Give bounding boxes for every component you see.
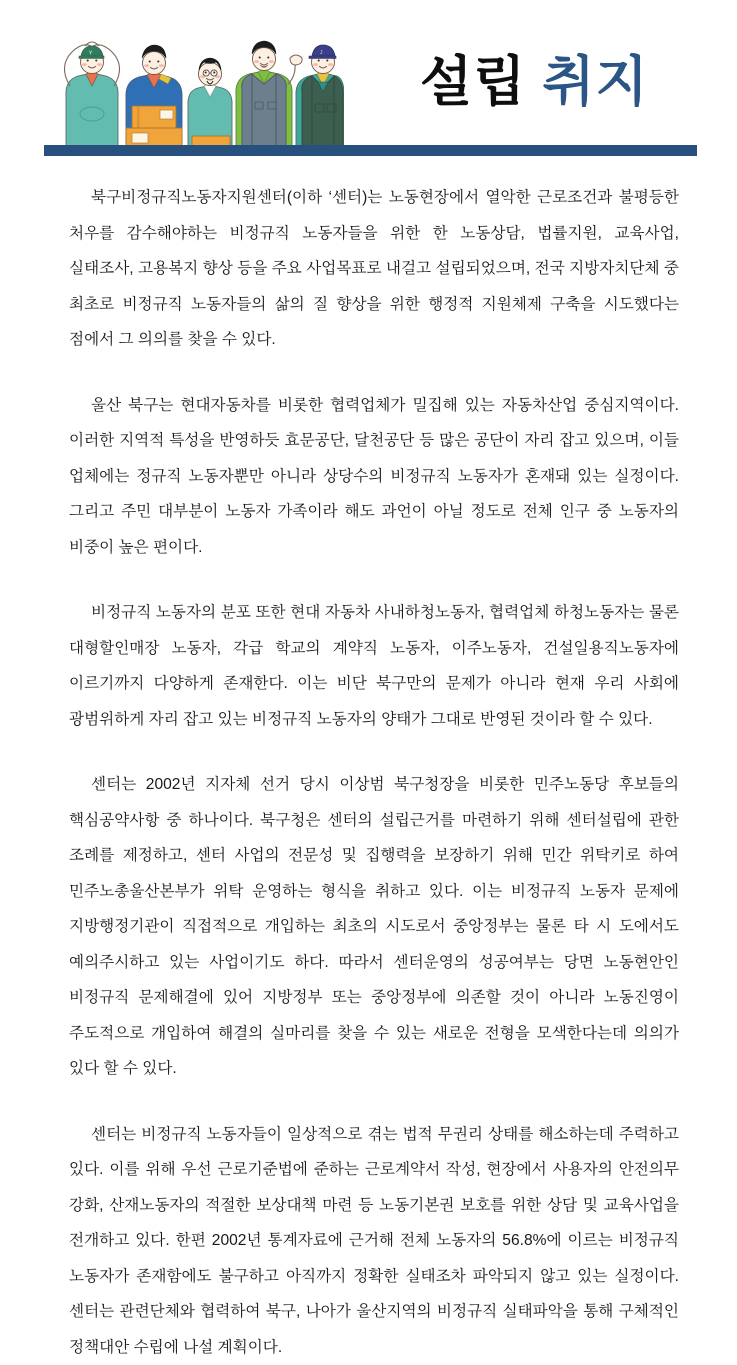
- paragraph-4: 센터는 2002년 지자체 선거 당시 이상범 북구청장을 비롯한 민주노동당 후보들의 핵심공약사항 중 하나이다. 북구청은 센터의 설립근거를 마련하기 위해 센터설립에 관한 조례를 제정하고, 센터 사업의 전문성 및 집행력을 보장하기 위해 민간 위탁키로 하여 민주노총울산본부가 위탁 운영하는 형식을 취하고 있다. 이는 비정규직 노동자 문제에 지방행정기관이 직접적으로 개입하는 최초의 시도로서 중앙정부는 물론 타 시 도에서도 예의주시하고 있는 사업이기도 하다. 따라서 센터운영의 성공여부는 당면 노동현안인 비정규직 문제해결에 있어 지방정부 또는 중앙정부에 의존할 것이 아니라 노동진영이 주도적으로 개입하여 해결의 실마리를 찾을 수 있는 새로운 전형을 모색한다는데 의의가 있다 할 수 있다.: [0, 767, 737, 1087]
- page-header: [0, 0, 737, 180]
- svg-text:J: J: [320, 50, 323, 56]
- figure-worker-with-boxes: [126, 45, 182, 150]
- figure-worker-fist-up: [236, 41, 302, 148]
- svg-text:Y: Y: [89, 51, 93, 57]
- page-title-part-1: 설립: [420, 52, 526, 112]
- paragraph-2: 울산 북구는 현대자동차를 비롯한 협력업체가 밀집해 있는 자동차산업 중심지역이다. 이러한 지역적 특성을 반영하듯 효문공단, 달천공단 등 많은 공단이 자리 잡고 있으며, 이들 업체에는 정규직 노동자뿐만 아니라 상당수의 비정규직 노동자가 혼재돼 있는 실정이다. 그리고 주민 대부분이 노동자 가족이라 해도 과언이 아닐 정도로 전체 인구 중 노동자의 비중이 높은 편이다.: [0, 388, 737, 566]
- paragraph-3: 비정규직 노동자의 분포 또한 현대 자동차 사내하청노동자, 협력업체 하청노동자는 물론 대형할인매장 노동자, 각급 학교의 계약직 노동자, 이주노동자, 건설일용직노동자에 이르기까지 다양하게 존재한다. 이는 비단 북구만의 문제가 아니라 현재 우리 사회에 광범위하게 자리 잡고 있는 비정규직 노동자의 양태가 그대로 반영된 것이라 할 수 있다.: [0, 595, 737, 737]
- five-workers-illustration: [44, 18, 344, 150]
- paragraph-1: 북구비정규직노동자지원센터(이하 ‘센터)는 노동현장에서 열악한 근로조건과 불평등한 처우를 감수해야하는 비정규직 노동자들을 위한 한 노동상담, 법률지원, 교육사업, 실태조사, 고용복지 향상 등을 주요 사업목표로 내걸고 설립되었으며, 전국 지방자치단체 중 최초로 비정규직 노동자들의 삶의 질 향상을 위한 행정적 지원체제 구축을 시도했다는 점에서 그 의의를 찾을 수 있다.: [0, 180, 737, 358]
- document-body: [0, 180, 737, 1365]
- page-title: [420, 55, 649, 109]
- figure-worker-blue-cap: [296, 45, 344, 148]
- paragraph-5: 센터는 비정규직 노동자들이 일상적으로 겪는 법적 무권리 상태를 해소하는데 주력하고 있다. 이를 위해 우선 근로기준법에 준하는 근로계약서 작성, 현장에서 사용자의 안전의무 강화, 산재노동자의 적절한 보상대책 마련 등 노동기본권 보호를 위한 상담 및 교육사업을 전개하고 있다. 한편 2002년 통계자료에 근거해 전체 노동자의 56.8%에 이르는 비정규직 노동자가 존재함에도 불구하고 아직까지 정확한 실태조차 파악되지 않고 있는 실정이다. 센터는 관련단체와 협력하여 북구, 나아가 울산지역의 비정규직 실태파악을 통해 구체적인 정책대안 수립에 나설 계획이다.: [0, 1117, 737, 1365]
- figure-worker-with-glasses: [188, 58, 232, 150]
- header-divider-bar: [44, 145, 697, 156]
- figure-worker-arms-overhead: [64, 42, 119, 148]
- page-title-part-2: 취지: [542, 52, 648, 112]
